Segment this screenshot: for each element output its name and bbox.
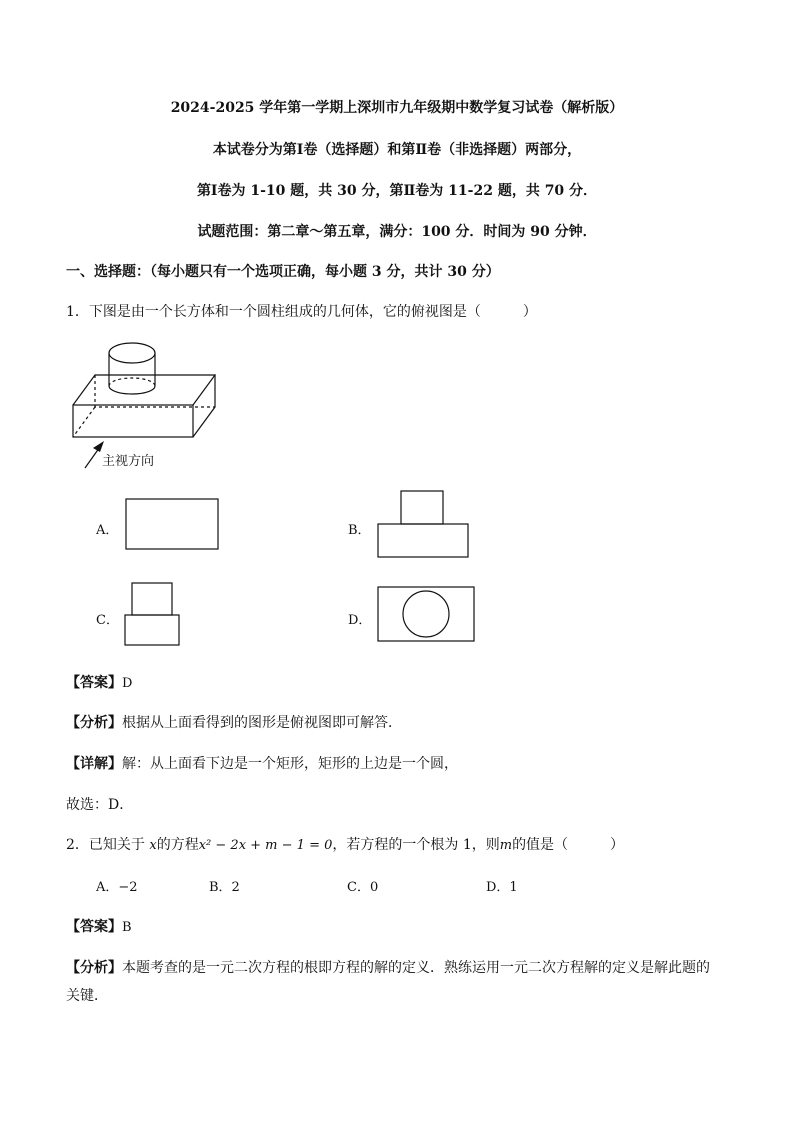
q2-analysis-line-1: 本题考查的是一元二次方程的根即方程的解的定义．熟练运用一元二次方程解的定义是解此题的 [122,960,710,976]
q1-option-c-figure [124,581,184,647]
q1-solid-figure [60,338,260,468]
q2-answer-value: B [122,920,132,935]
q1-analysis-text: 根据从上面看得到的图形是俯视图即可解答． [122,715,402,731]
q2-stem-mid: 的方程 [156,837,199,853]
q1-conclusion: 故选：D． [66,797,134,813]
q1-detail-text: 解：从上面看下边是一个矩形，矩形的上边是一个圆， [122,756,458,772]
q1-option-a-label: A． [96,523,119,538]
q1-option-d-label: D． [348,613,372,628]
q1-answer-tag: 【答案】 [66,675,122,691]
intro-line-1: 本试卷分为第Ⅰ卷（选择题）和第Ⅱ卷（非选择题）两部分， [212,142,582,158]
intro-line-3: 试题范围：第二章～第五章，满分：100 分．时间为 90 分钟． [197,224,597,240]
q1-analysis-tag: 【分析】 [66,715,122,731]
q1-answer [66,672,132,692]
q2-option-b: B．2 [209,880,240,895]
q1-detail [66,753,458,773]
q1-detail-tag: 【详解】 [66,756,122,772]
q2-stem-pre: 2．已知关于 [66,837,145,853]
q1-analysis [66,712,402,732]
q2-variable-m: m [499,838,513,853]
page-title: 2024-2025 学年第一学期上深圳市九年级期中数学复习试卷（解析版） [170,100,624,116]
q2-analysis [66,957,710,977]
q2-equation: x² − 2x + m − 1 = 0 [198,838,333,853]
q2-stem-post: ，若方程的一个根为 1，则 [332,837,500,853]
q2-analysis-line-2: 关键． [66,988,108,1004]
q2-answer [66,916,132,936]
q2-variable-x: x [149,838,157,853]
q1-option-c-label: C． [96,613,119,628]
q2-analysis-tag: 【分析】 [66,960,122,976]
q1-option-a-figure [125,498,221,552]
q2-stem-end: 的值是（ ） [512,837,625,853]
q2-option-d: D．1 [486,880,518,895]
q1-option-b-label: B． [348,523,371,538]
q1-option-d-figure [377,586,477,644]
q1-stem: 1．下图是由一个长方体和一个圆柱组成的几何体，它的俯视图是（ ） [66,304,537,320]
q2-option-a: A．−2 [96,880,138,895]
q2-stem [66,834,624,854]
q2-answer-tag: 【答案】 [66,919,122,935]
section-heading: 一、选择题：（每小题只有一个选项正确，每小题 3 分，共计 30 分） [66,264,500,280]
q2-option-c: C．0 [347,880,379,895]
q1-answer-value: D [122,676,133,691]
intro-line-2: 第Ⅰ卷为 1-10 题，共 30 分，第Ⅱ卷为 11-22 题，共 70 分． [196,183,598,199]
q1-view-direction-label: 主视方向 [102,454,155,469]
q1-option-b-figure [377,490,473,560]
